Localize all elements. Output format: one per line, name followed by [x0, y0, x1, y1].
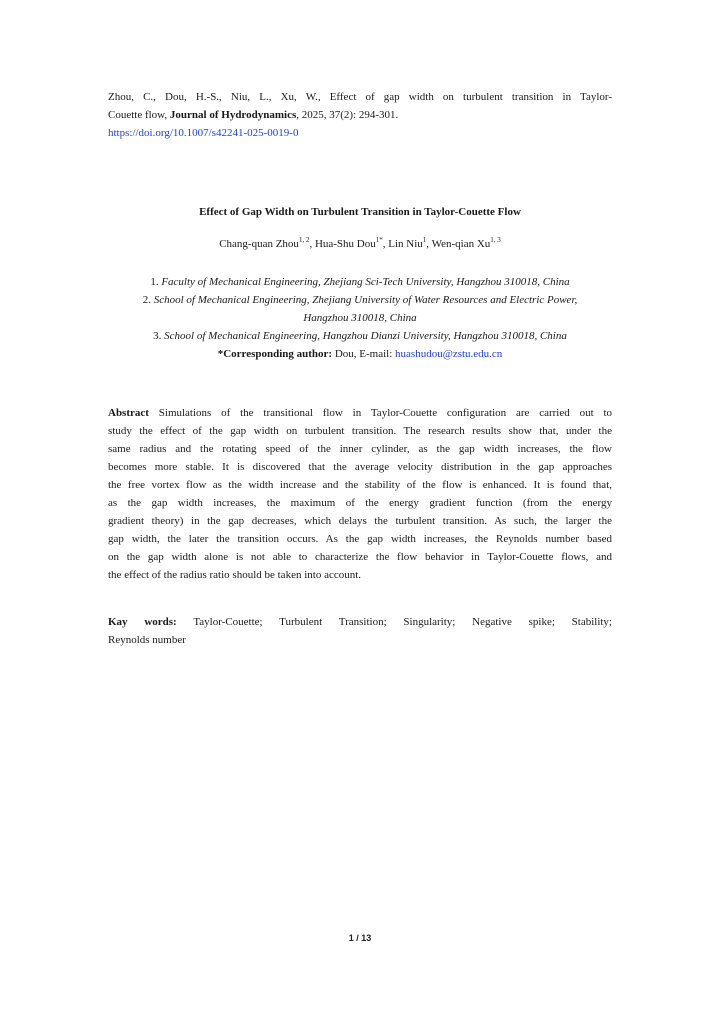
abstract-line: on the gap width alone is not able to characterize the flow behavior in Taylor-Couette flows, and — [108, 551, 612, 563]
abstract — [108, 404, 612, 584]
affiliation-3: 3. School of Mechanical Engineering, Hangzhou Dianzi University, Hangzhou 310018, China — [153, 330, 567, 342]
citation-line-1: Zhou, C., Dou, H.-S., Niu, L., Xu, W., Effect of gap width on turbulent transition in Taylor- — [108, 91, 612, 103]
keywords-label: Kay words: — [108, 616, 177, 628]
journal-name: Journal of Hydrodynamics — [169, 109, 297, 121]
abstract-line: study the effect of the gap width on turbulent transition. The research results show that, under the — [108, 425, 612, 437]
author: Hua-Shu Dou$^{1*}$, — [314, 236, 389, 250]
author: Chang-quan Zhou$^{1, 2}$, — [219, 236, 315, 250]
affiliations — [108, 273, 612, 363]
abstract-line: becomes more stable. It is discovered that the average velocity distribution in the gap approaches — [108, 461, 612, 473]
abstract-line: Abstract Simulations of the transitional flow in Taylor-Couette configuration are carried out to — [108, 407, 612, 419]
author-list — [108, 235, 612, 253]
abstract-line: same radius and the rotating speed of the inner cylinder, as the gap width increases, the flow — [108, 443, 612, 455]
abstract-label: Abstract — [108, 407, 149, 419]
affiliation-1: 1. Faculty of Mechanical Engineering, Zhejiang Sci-Tech University, Hangzhou 310018, China — [150, 276, 570, 288]
author: Wen-qian Xu$^{1, 3}$ — [431, 236, 501, 250]
affiliation-2: 2. School of Mechanical Engineering, Zhejiang University of Water Resources and Electric Power, — [142, 294, 578, 306]
abstract-line: gap width, the later the transition occurs. As the gap width increases, the Reynolds number based — [108, 533, 612, 545]
keywords-line: Reynolds number — [108, 634, 186, 646]
keywords — [108, 613, 612, 649]
citation-authors-cont: Couette flow, — [108, 109, 170, 121]
email-link[interactable]: huashudou@zstu.edu.cn — [395, 348, 503, 360]
citation-line-2 — [108, 106, 612, 124]
citation — [108, 88, 612, 142]
affiliation-2-cont: Hangzhou 310018, China — [303, 312, 417, 324]
corresponding-author: *Corresponding author: Dou, E-mail: huashudou@zstu.edu.cn — [217, 348, 503, 360]
doi-link[interactable]: https://doi.org/10.1007/s42241-025-0019-0 — [108, 127, 299, 139]
page-number: 1 / 13 — [348, 933, 372, 943]
abstract-line: as the gap width increases, the maximum of the energy gradient function (from the energy — [108, 497, 612, 509]
abstract-line: gradient theory) in the gap decreases, which delays the turbulent transition. As such, the larger the — [108, 515, 612, 527]
keywords-line: Kay words: Taylor-Couette; Turbulent Transition; Singularity; Negative spike; Stability; — [108, 616, 612, 628]
paper-title-block — [108, 203, 612, 221]
abstract-line: the free vortex flow as the width increase and the stability of the flow is enhanced. It is found that, — [108, 479, 612, 491]
citation-volume: , 2025, 37(2): 294-301. — [296, 109, 399, 121]
paper-title: Effect of Gap Width on Turbulent Transition in Taylor-Couette Flow — [199, 206, 521, 218]
author: Lin Niu$^1$, — [388, 236, 432, 250]
abstract-line: the effect of the radius ratio should be taken into account. — [108, 569, 362, 581]
